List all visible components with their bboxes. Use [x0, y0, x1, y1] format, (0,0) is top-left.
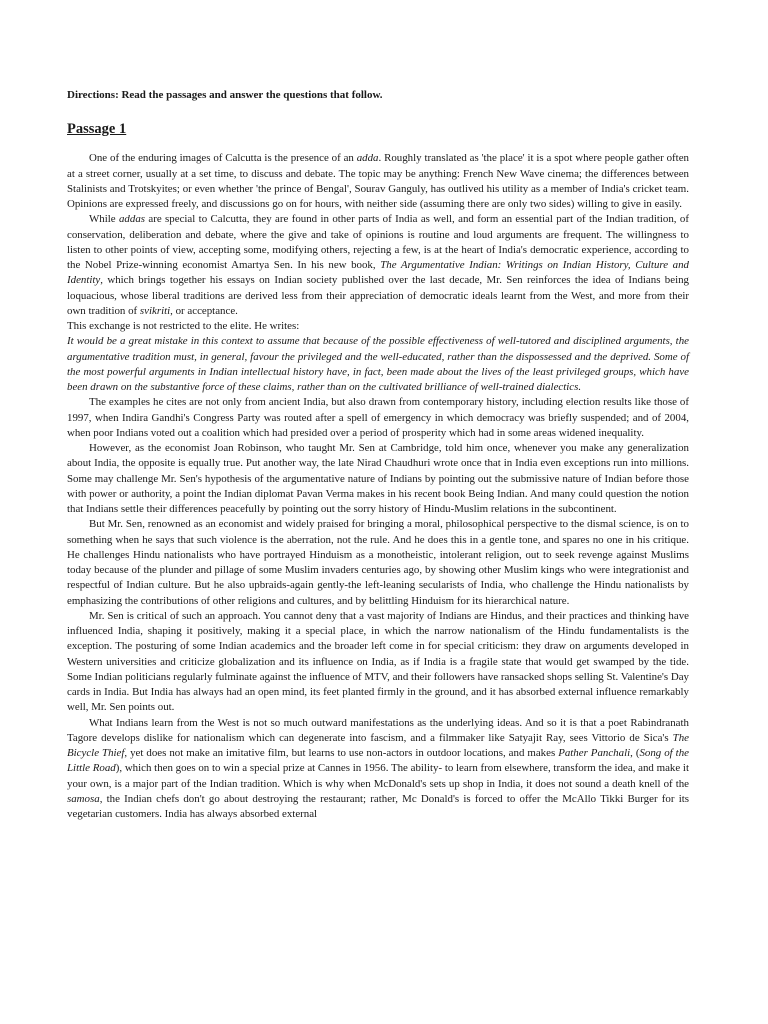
- document-page: [67, 88, 689, 822]
- block-quote: It would be a great mistake in this context to assume that because of the possible effectiveness of well-tutored and disciplined arguments, the argumentative tradition must, in general, favour the privileged and the well-educated, rather than the dispossessed and the deprived. Some of the most powerful arguments in Indian intellectual history have, in fact, been made about the lives of the least privileged groups, which have been drawn on the substantive force of these claims, rather than on the cultivated brilliance of well-trained dialectics.: [67, 335, 689, 393]
- paragraph-8: What Indians learn from the West is not so much outward manifestations as the underlying ideas. And so it is that a poet Rabindranath Tagore develops dislike for nationalism which can degenerate into fascism, and a filmmaker like Satyajit Ray, sees Vittorio de Sica's The Bicycle Thief, yet does not make an imitative film, but learns to use non-actors in outdoor locations, and makes Pather Panchali, (Song of the Little Road), which then goes on to win a special prize at Cannes in 1956. The ability- to learn from elsewhere, transform the idea, and make it your own, is a major part of the Indian tradition. Which is why when McDonald's sets up shop in India, it does not sound a death knell of the samosa, the Indian chefs don't go about destroying the restaurant; rather, Mc Donald's is forced to offer the McAllo Tikki Burger for its vegetarian customers. India has always absorbed external: [67, 716, 689, 820]
- passage-title: Passage 1: [67, 121, 127, 138]
- paragraph-7: Mr. Sen is critical of such an approach. You cannot deny that a vast majority of Indians are Hindus, and their practices and thinking have influenced India, shaping it positively, making it a special place, in which the narrow nationalism of the Hindu fundamentalists is the exception. The posturing of some Indian academics and the broader left come in for special criticism: they draw on arguments developed in Western universities and criticize globalization and its influence on India, as if India is a fragile state that would get swamped by the tide. Some Indian politicians regularly fulminate against the influence of MTV, and their followers have ransacked shops selling St. Valentine's Day cards in India. But India has always had an open mind, its feet planted firmly in the ground, and it has absorbed external influence remarkably well, Mr. Sen points out.: [67, 609, 689, 714]
- directions-heading: Directions: Read the passages and answer the questions that follow.: [67, 89, 383, 101]
- paragraph-5: However, as the economist Joan Robinson, who taught Mr. Sen at Cambridge, told him once, whenever you make any generalization about India, the opposite is equally true. Put another way, the late Nirad Chaudhuri wrote once that in India even exceptions run into millions. Some may challenge Mr. Sen's hypothesis of the argumentative nature of Indians by pointing out the submissive nature of Indian before those with power or authority, a point the Indian diplomat Pavan Verma makes in his recent book Being Indian. And many could question the notion that Indians settle their differences peacefully by pointing out the sorry history of Hindu-Muslim relations in the subcontinent.: [67, 442, 689, 515]
- paragraph-2: While addas are special to Calcutta, they are found in other parts of India as well, and form an essential part of the Indian tradition, of conservation, deliberation and debate, where the give and take of opinions is routine and loud arguments are frequent. The willingness to listen to other points of view, accepting some, modifying others, rejecting a few, is at the heart of India's democratic experience, according to the Nobel Prize-winning economist Amartya Sen. In his new book, The Argumentative Indian: Writings on Indian History, Culture and Identity, which brings together his essays on Indian society published over the last decade, Mr. Sen reinforces the idea of Indians being loquacious, whose liberal traditions are derived less from their appreciation of democratic ideals learnt from the West, and more from their own tradition of svikriti, or acceptance.: [67, 213, 689, 317]
- paragraph-6: But Mr. Sen, renowned as an economist and widely praised for bringing a moral, philosophical perspective to the dismal science, is on to something when he says that such violence is the aberration, not the rule. And he does this in a gentle tone, and spares no one in his critique. He challenges Hindu nationalists who have portrayed Hinduism as a monotheistic, intolerant religion, out to seek revenge against Muslims today because of the plunder and pillage of some Muslim invaders centuries ago, by showing other Muslim kings who were integrationist and respectful of Indian culture. But he also upbraids-again gently-the left-leaning secularists of India, who challenge the Hindu nationalists by emphasizing the contributions of other religions and cultures, and by belittling Hinduism for its hierarchical nature.: [67, 518, 689, 607]
- paragraph-4: The examples he cites are not only from ancient India, but also drawn from contemporary history, including election results like those of 1997, when Indira Gandhi's Congress Party was routed after a spell of emergency in which democracy was briefly suspended; and of 2004, when poor Indians voted out a coalition which had presided over a period of prosperity which had in some areas widened inequality.: [67, 396, 689, 439]
- paragraph-3: This exchange is not restricted to the elite. He writes:: [67, 320, 300, 332]
- paragraph-1: One of the enduring images of Calcutta is the presence of an adda. Roughly translated as 'the place' it is a spot where people gather often at a street corner, usually at a set time, to discuss and debate. The topic may be anything: French New Wave cinema; the differences between Stalinists and Trotskyites; or even whether 'the prince of Bengal', Sourav Ganguly, has outlived his utility as a member of India's cricket team. Opinions are expressed freely, and discussions go on for hours, with neither side (assuming there are only two sides) willing to give in easily.: [67, 152, 689, 210]
